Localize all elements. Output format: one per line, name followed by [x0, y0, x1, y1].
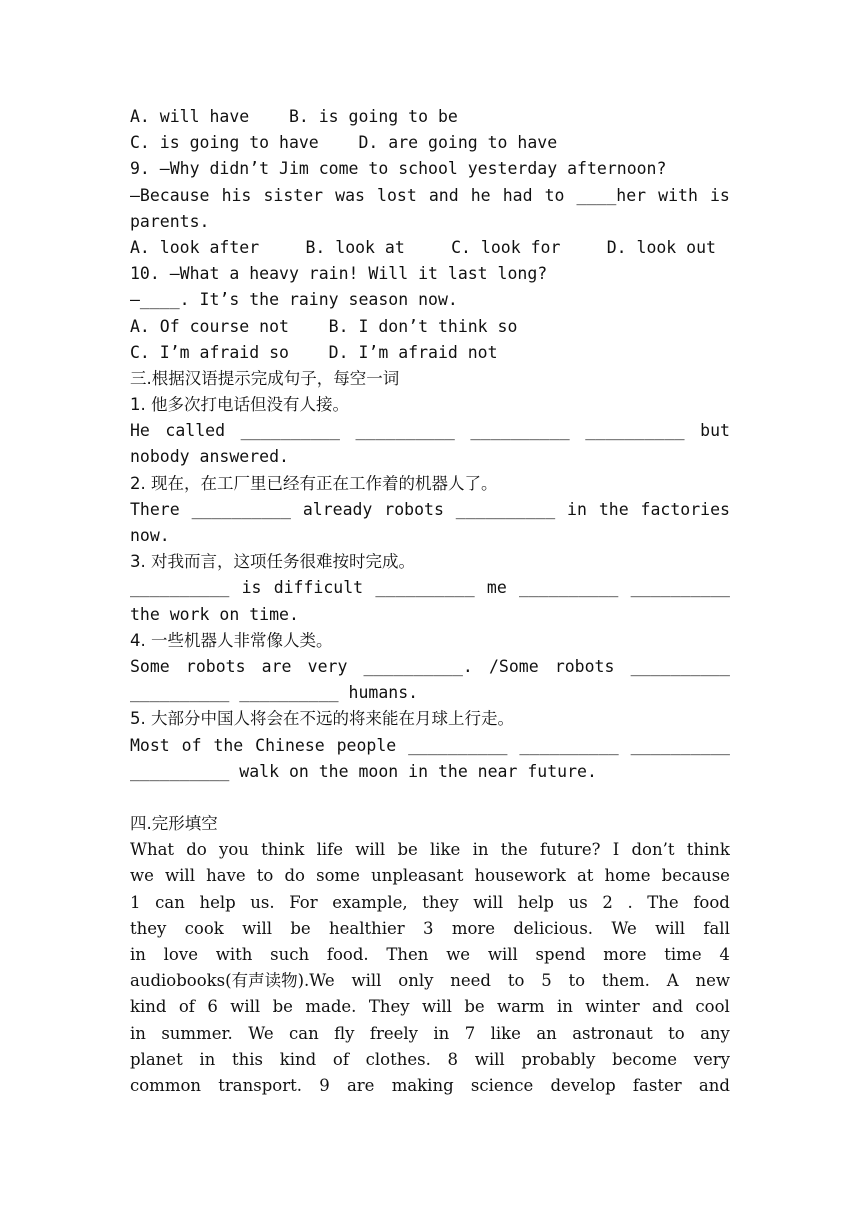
passage-word: very: [693, 1049, 730, 1069]
passage-word: summer.: [161, 1023, 233, 1043]
passage-word: spend: [535, 945, 586, 964]
s3-item4-chinese: 4. 一些机器人非常像人类。: [130, 630, 333, 650]
passage-word: will: [355, 840, 386, 860]
s3-item2-english-line1: [130, 497, 730, 523]
answer-blank: __________: [519, 578, 619, 598]
passage-word: don’t: [631, 840, 675, 860]
passage-word: kind: [279, 1049, 317, 1069]
cloze-passage: [130, 837, 730, 1099]
passage-word: are: [346, 1075, 375, 1095]
word: —Because: [130, 185, 210, 205]
q9-options: [130, 235, 730, 261]
q9-option-c: C. look for: [451, 237, 561, 257]
passage-word: will: [655, 918, 686, 938]
passage-word: in: [556, 997, 573, 1017]
answer-blank: __________: [191, 499, 291, 519]
passage-word: What: [130, 840, 175, 860]
passage-word: will: [487, 945, 518, 964]
passage-word: winter: [585, 997, 640, 1017]
answer-blank: __________: [375, 578, 475, 598]
passage-word: any: [700, 1023, 730, 1043]
s3-item3-english-line2: the work on time.: [130, 604, 299, 624]
passage-word: help: [517, 892, 554, 912]
word: robots: [554, 656, 615, 676]
passage-word: 3: [423, 918, 434, 938]
passage-word: clothes.: [365, 1049, 431, 1069]
passage-word: faster: [632, 1075, 682, 1095]
passage-word: fall: [703, 918, 730, 938]
word: with: [658, 185, 698, 205]
word: difficult: [273, 578, 364, 598]
word: me: [486, 578, 507, 598]
passage-word: them.: [601, 971, 650, 991]
passage-word: will: [242, 918, 273, 938]
word: /Some: [488, 656, 539, 676]
passage-word: think: [261, 840, 305, 860]
passage-word: .: [627, 892, 633, 912]
word: sister: [263, 185, 324, 205]
passage-word: to: [568, 971, 586, 991]
s3-item1-english-line2: nobody answered.: [130, 447, 289, 467]
word: already: [302, 499, 373, 519]
passage-word: will: [230, 997, 261, 1017]
answer-blank: __________.: [363, 656, 473, 676]
passage-word: The: [647, 892, 679, 912]
answer-blank: __________: [408, 735, 508, 755]
passage-word: because: [661, 866, 730, 886]
passage-word: in: [433, 1023, 450, 1043]
passage-word: have: [206, 866, 246, 886]
passage-word: be: [272, 997, 293, 1017]
passage-word: be: [464, 997, 485, 1017]
passage-line: [130, 863, 730, 889]
s3-item5-english-line2: __________ walk on the moon in the near future.: [130, 761, 597, 781]
s3-item1-chinese: 1. 他多次打电话但没有人接。: [130, 395, 349, 415]
passage-word: 2: [602, 892, 613, 912]
passage-line: [130, 837, 730, 863]
s3-item2-chinese: 2. 现在，在工厂里已经有正在工作着的机器人了。: [130, 473, 498, 493]
passage-word: do: [186, 840, 207, 860]
passage-word: develop: [550, 1075, 616, 1095]
passage-word: this: [232, 1049, 264, 1069]
passage-word: making: [391, 1075, 454, 1095]
passage-word: love: [163, 945, 198, 964]
passage-word: like: [490, 1023, 521, 1043]
passage-word: of: [332, 1049, 349, 1069]
passage-word: made.: [305, 997, 357, 1017]
passage-word: us.: [250, 892, 275, 912]
passage-word: life: [316, 840, 343, 860]
passage-line: [130, 1073, 730, 1099]
passage-word: food: [693, 892, 730, 912]
passage-word: we: [130, 866, 154, 886]
passage-word: some: [316, 866, 360, 886]
q8-options-line1: A. will have B. is going to be: [130, 107, 458, 126]
passage-word: For: [289, 892, 318, 912]
passage-word: food.: [326, 945, 369, 964]
passage-word: to: [668, 1023, 685, 1043]
q9-option-a: A. look after: [130, 237, 260, 257]
passage-word: such: [270, 945, 310, 964]
passage-word: an: [536, 1023, 557, 1043]
q9-question-line2: [130, 183, 730, 209]
passage-word: the: [500, 840, 528, 860]
passage-word: They: [368, 997, 410, 1017]
passage-word: 9: [319, 1075, 330, 1095]
passage-word: time: [664, 945, 702, 964]
section3-title: 三.根据汉语提示完成句子，每空一词: [130, 368, 400, 388]
passage-word: us: [568, 892, 588, 912]
passage-word: cool: [695, 997, 730, 1017]
passage-word: we: [446, 945, 471, 964]
passage-line: [130, 942, 730, 968]
passage-word: We: [611, 918, 637, 938]
passage-word: in: [130, 945, 146, 964]
passage-word: will: [474, 1049, 505, 1069]
passage-word: unpleasant: [371, 866, 464, 886]
passage-word: example,: [332, 892, 408, 912]
s3-item1-english-line1: [130, 418, 730, 444]
s3-item2-english-line2: now.: [130, 526, 170, 545]
passage-word: cook: [184, 918, 224, 938]
word: factories: [640, 499, 730, 519]
passage-word: will: [165, 866, 195, 886]
s3-item3-english-line1: [130, 575, 730, 601]
word: Most: [130, 735, 170, 755]
passage-word: they: [130, 918, 167, 938]
passage-word: help: [199, 892, 236, 912]
word: in: [567, 499, 587, 519]
passage-word: transport.: [218, 1075, 302, 1095]
s3-item4-english-line2: __________ __________ humans.: [130, 683, 419, 703]
passage-word: do: [284, 866, 305, 886]
passage-word: home: [604, 866, 651, 886]
passage-word: common: [130, 1075, 202, 1095]
passage-word: audiobooks(有声读物).We: [130, 971, 335, 991]
passage-word: you: [219, 840, 249, 860]
q8-options-line2: C. is going to have D. are going to have: [130, 133, 558, 153]
word: and: [428, 185, 459, 205]
word: he: [470, 185, 491, 205]
q9-question: 9. —Why didn’t Jim come to school yesterday afternoon?: [130, 159, 667, 179]
passage-word: and: [698, 1075, 730, 1095]
s3-item5-chinese: 5. 大部分中国人将会在不远的将来能在月球上行走。: [130, 709, 514, 729]
word: very: [307, 656, 348, 676]
passage-line: [130, 994, 730, 1020]
answer-blank: ____her: [576, 185, 647, 205]
word: had: [502, 185, 533, 205]
passage-word: to: [256, 866, 274, 886]
passage-word: will: [473, 892, 504, 912]
passage-word: think: [686, 840, 730, 860]
passage-word: will: [351, 971, 382, 991]
passage-word: 7: [464, 1023, 476, 1043]
passage-word: fly: [334, 1023, 355, 1043]
answer-blank: __________: [130, 578, 230, 598]
passage-word: new: [695, 971, 730, 991]
passage-word: A: [666, 971, 679, 991]
q10-question: 10. —What a heavy rain! Will it last long?: [130, 264, 548, 284]
passage-word: delicious.: [513, 918, 594, 938]
answer-blank: __________: [455, 499, 556, 519]
answer-blank: __________: [630, 578, 730, 598]
passage-word: future?: [539, 840, 601, 860]
passage-word: freely: [369, 1023, 418, 1043]
passage-word: only: [398, 971, 434, 991]
passage-word: astronaut: [572, 1023, 653, 1043]
answer-blank: __________: [630, 656, 730, 676]
passage-word: 5: [541, 971, 552, 991]
passage-word: of: [178, 997, 195, 1017]
word: is: [710, 185, 730, 205]
passage-word: 8: [447, 1049, 459, 1069]
passage-word: science: [470, 1075, 534, 1095]
word: to: [544, 185, 565, 205]
passage-word: will: [421, 997, 452, 1017]
word: He: [130, 421, 150, 441]
word: the: [598, 499, 629, 519]
word: the: [213, 735, 244, 755]
passage-word: and: [651, 997, 684, 1017]
worksheet-page: [130, 104, 730, 1099]
passage-word: can: [155, 892, 185, 912]
word: but: [700, 421, 730, 441]
passage-word: planet: [130, 1049, 183, 1069]
passage-word: We: [248, 1023, 274, 1043]
word: was: [335, 185, 365, 205]
passage-word: at: [576, 866, 594, 886]
answer-blank: __________: [355, 421, 455, 441]
section4-title: 四.完形填空: [130, 814, 218, 834]
s3-item3-chinese: 3. 对我而言，这项任务很难按时完成。: [130, 552, 415, 572]
passage-word: to: [507, 971, 525, 991]
passage-word: 4: [719, 945, 730, 964]
word: is: [241, 578, 262, 598]
passage-word: be: [290, 918, 311, 938]
word: his: [221, 185, 252, 205]
passage-line: [130, 1047, 730, 1073]
s3-item5-english-line1: [130, 733, 730, 759]
passage-word: 1: [130, 892, 141, 912]
passage-word: need: [450, 971, 491, 991]
passage-word: Then: [386, 945, 429, 964]
q10-options-line1: A. Of course not B. I don’t think so: [130, 316, 518, 336]
passage-word: warm: [497, 997, 545, 1017]
word: Some: [130, 656, 170, 676]
passage-line: [130, 968, 730, 994]
q10-answer-line: —____. It’s the rainy season now.: [130, 290, 458, 310]
passage-word: become: [612, 1049, 677, 1069]
passage-word: in: [472, 840, 489, 860]
q9-option-b: B. look at: [305, 237, 405, 257]
q9-option-d: D. look out: [606, 237, 716, 257]
passage-word: I: [612, 840, 620, 860]
passage-word: in: [199, 1049, 216, 1069]
passage-word: kind: [130, 997, 167, 1017]
passage-word: they: [422, 892, 459, 912]
passage-word: be: [397, 840, 418, 860]
word: are: [261, 656, 292, 676]
passage-line: [130, 890, 730, 916]
passage-word: housework: [474, 866, 566, 886]
passage-word: 6: [207, 997, 218, 1017]
q10-options-line2: C. I’m afraid so D. I’m afraid not: [130, 342, 498, 362]
passage-word: like: [430, 840, 461, 860]
word: called: [165, 421, 226, 441]
passage-word: can: [289, 1023, 319, 1043]
word: Chinese: [255, 735, 325, 755]
passage-word: in: [130, 1023, 146, 1043]
answer-blank: __________: [585, 421, 685, 441]
passage-line: [130, 916, 730, 942]
word: of: [181, 735, 202, 755]
q9-question-line3: parents.: [130, 211, 210, 231]
passage-word: healthier: [329, 918, 405, 938]
passage-word: probably: [521, 1049, 596, 1069]
passage-word: more: [603, 945, 647, 964]
word: lost: [377, 185, 417, 205]
answer-blank: __________: [240, 421, 340, 441]
passage-word: with: [215, 945, 253, 964]
word: people: [336, 735, 397, 755]
answer-blank: __________: [630, 735, 730, 755]
s3-item4-english-line1: [130, 654, 730, 680]
passage-line: [130, 1021, 730, 1047]
spacer: [130, 785, 730, 811]
passage-word: more: [451, 918, 496, 938]
word: robots: [185, 656, 246, 676]
word: robots: [384, 499, 444, 519]
answer-blank: __________: [470, 421, 570, 441]
word: There: [130, 499, 180, 519]
answer-blank: __________: [519, 735, 619, 755]
